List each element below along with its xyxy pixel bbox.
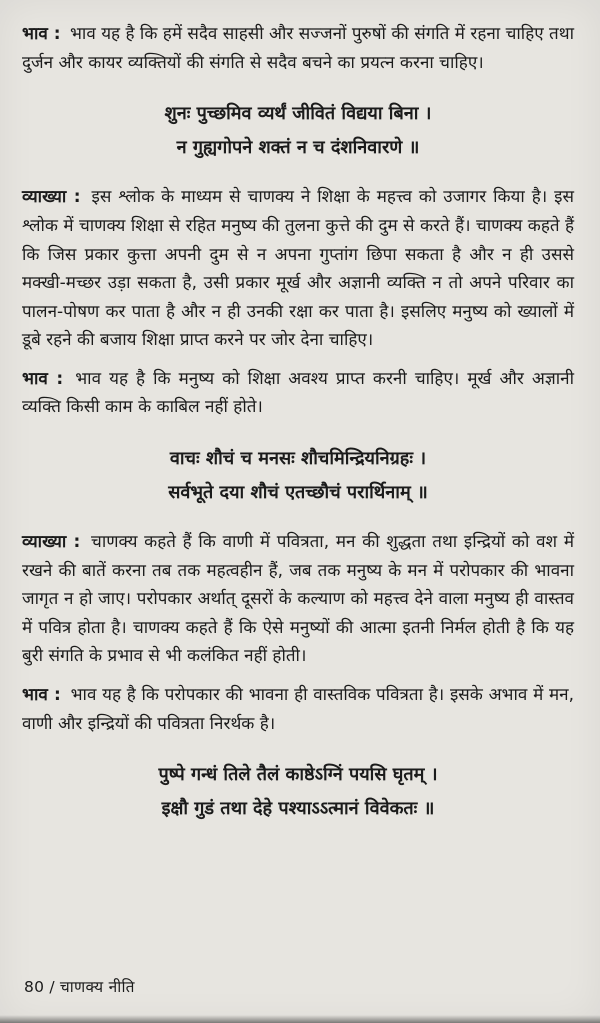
bhav-label: भाव :: [22, 24, 61, 44]
vyakhya-text: इस श्लोक के माध्यम से चाणक्य ने शिक्षा के महत्त्व को उजागर किया है। इस श्लोक में चाणक्य शिक्षा से रहित मनुष्य की तुलना कुत्ते की दुम से करते हैं। चाणक्य कहते हैं कि जिस प्रकार कुत्ता अपनी दुम से न अपना गुप्तांग छिपा सकता है और न ही उससे मक्खी-मच्छर उड़ा सकता है, उसी प्रकार मूर्ख और अज्ञानी व्यक्ति न तो अपने परिवार का पालन-पोषण कर पाता है और न ही उनकी रक्षा कर पाता है। इसलिए मनुष्य को ख्यालों में डूबे रहने की बजाय शिक्षा प्राप्त करने पर जोर देना चाहिए।: [22, 187, 574, 351]
paragraph-bhav-2: [22, 365, 574, 422]
footer-separator: /: [49, 978, 55, 996]
shloka-line-2: न गुह्यगोपने शक्तं न च दंशनिवारणे ॥: [176, 137, 420, 159]
bhav-label: भाव :: [22, 684, 61, 705]
shloka-line-1: वाचः शौचं च मनसः शौचमिन्द्रियनिग्रहः ।: [169, 447, 427, 469]
shloka-3: [22, 758, 574, 826]
shloka-2: [22, 442, 574, 510]
shloka-line-2: इक्षौ गुडं तथा देहे पश्याऽऽत्मानं विवेकतः ॥: [161, 798, 435, 820]
shloka-line-1: पुष्पे गन्धं तिले तैलं काष्ठेऽग्निं पयसि घृतम् ।: [158, 764, 438, 786]
bhav-text: भाव यह है कि हमें सदैव साहसी और सज्जनों पुरुषों की संगति में रहना चाहिए तथा दुर्जन और कायर व्यक्तियों की संगति से सदैव बचने का प्रयत्न करना चाहिए।: [22, 24, 574, 73]
shloka-line-2: सर्वभूते दया शौचं एतच्छौचं परार्थिनाम् ॥: [168, 482, 428, 504]
paragraph-vyakhya-1: [22, 183, 574, 354]
page-footer: [24, 975, 140, 997]
bhav-label: भाव :: [22, 368, 64, 389]
paragraph-vyakhya-2: [22, 528, 574, 671]
vyakhya-text: चाणक्य कहते हैं कि वाणी में पवित्रता, मन की शुद्धता तथा इन्द्रियों को वश में रखने की बातें करना तब तक महत्वहीन हैं, जब तक मनुष्य के मन में परोपकार की भावना जागृत न हो जाए। परोपकार अर्थात् दूसरों के कल्याण को महत्त्व देने वाला मनुष्य ही वास्तव में पवित्र होता है। चाणक्य कहते हैं कि ऐसे मनुष्यों की आत्मा इतनी निर्मल होती है कि यह बुरी संगति के प्रभाव से भी कलंकित नहीं होती।: [22, 532, 574, 667]
paragraph-bhav-1: [22, 20, 574, 77]
shloka-1: [22, 97, 574, 165]
book-title: चाणक्य नीति: [59, 978, 135, 996]
paragraph-bhav-3: [22, 681, 574, 738]
shloka-line-1: शुनः पुच्छमिव व्यर्थं जीवितं विद्यया बिना ।: [164, 103, 432, 125]
bhav-text: भाव यह है कि मनुष्य को शिक्षा अवश्य प्राप्त करनी चाहिए। मूर्ख और अज्ञानी व्यक्ति किसी काम के काबिल नहीं होते।: [22, 368, 574, 418]
page-bottom-edge: [0, 1015, 600, 1023]
vyakhya-label: व्याख्या :: [22, 187, 81, 208]
vyakhya-label: व्याख्या :: [22, 532, 81, 553]
bhav-text: भाव यह है कि परोपकार की भावना ही वास्तविक पवित्रता है। इसके अभाव में मन, वाणी और इन्द्रियों की पवित्रता निरर्थक है।: [22, 684, 574, 734]
page-number: 80: [24, 978, 45, 996]
